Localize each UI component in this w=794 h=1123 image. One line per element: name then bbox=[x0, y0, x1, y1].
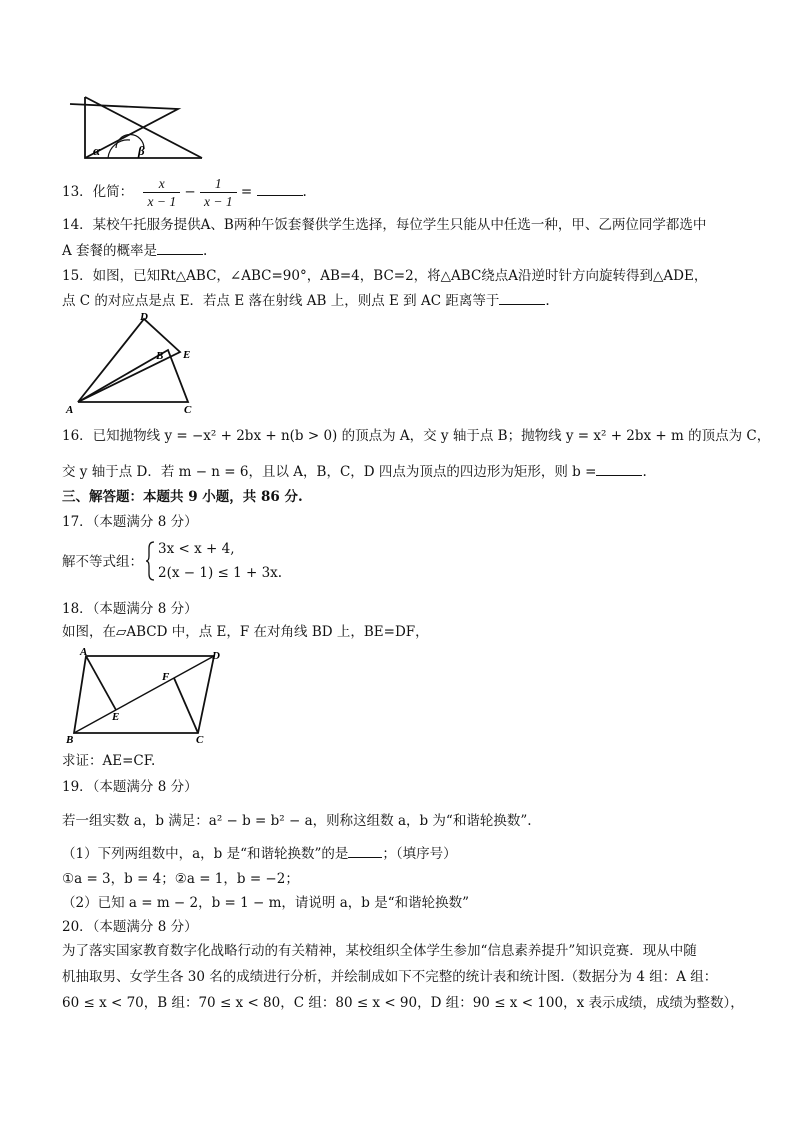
q15-line1: 15．如图，已知Rt△ABC，∠ABC=90°，AB=4，BC=2，将△ABC绕点A沿逆时针方向旋转得到△ADE， bbox=[62, 268, 708, 284]
q13-fraction-2: $\frac{1}{x - 1}$ bbox=[200, 175, 237, 210]
q16-line1: 16．已知抛物线 y = −x² + 2bx + n(b > 0) 的顶点为 A，交 y 轴于点 B；抛物线 y = x² + 2bx + m 的顶点为 C， bbox=[62, 428, 771, 444]
fig18-label-D: D bbox=[212, 650, 220, 662]
alpha-label: α bbox=[93, 143, 101, 158]
fig15-label-C: C bbox=[184, 404, 192, 416]
q16-line2: 交 y 轴于点 D．若 m − n = 6，且以 A，B，C，D 四点为顶点的四边形为矩形，则 b = . bbox=[62, 464, 647, 480]
fig18-label-B: B bbox=[66, 734, 74, 745]
q19-heading: 19．（本题满分 8 分） bbox=[62, 779, 198, 795]
q17-inequality-2: 2(x − 1) ≤ 1 + 3x. bbox=[158, 565, 283, 581]
fig18-label-F: F bbox=[162, 671, 170, 683]
question-13: 13．化简： $\frac{x}{x - 1}$ − $\frac{1}{x - 1}$ = . bbox=[62, 176, 307, 209]
q19-line1: 若一组实数 a，b 满足：a² − b = b² − a，则称这组数 a，b 为“和谐轮换数”. bbox=[62, 813, 532, 829]
fig18-label-E: E bbox=[112, 711, 120, 723]
q18-line1: 如图，在▱ABCD 中，点 E，F 在对角线 BD 上，BE=DF， bbox=[62, 624, 429, 640]
fig15-label-E: E bbox=[183, 349, 191, 361]
fig15-label-D: D bbox=[140, 311, 148, 323]
q17-heading: 17．（本题满分 8 分） bbox=[62, 514, 198, 530]
q20-line1: 为了落实国家教育数字化战略行动的有关精神，某校组织全体学生参加“信息素养提升”知识竞赛．现从中随 bbox=[62, 943, 697, 959]
q19-answer-blank bbox=[348, 845, 382, 858]
q17-brace bbox=[146, 540, 156, 582]
q15-line2: 点 C 的对应点是点 E．若点 E 落在射线 AB 上，则点 E 到 AC 距离等于 . bbox=[62, 293, 550, 309]
q13-answer-blank bbox=[257, 183, 303, 196]
section-3-heading: 三、解答题：本题共 9 小题，共 86 分. bbox=[62, 489, 303, 505]
q18-proof: 求证：AE=CF. bbox=[62, 753, 156, 769]
q19-options: ①a = 3，b = 4；②a = 1，b = −2； bbox=[62, 871, 299, 887]
rotation-triangle-figure bbox=[60, 310, 210, 418]
angle-figure bbox=[60, 92, 210, 162]
q14-line1: 14．某校午托服务提供A、B两种午饭套餐供学生选择，每位学生只能从中任选一种，甲、乙两位同学都选中 bbox=[62, 217, 707, 233]
q19-part2: （2）已知 a = m − 2，b = 1 − m，请说明 a，b 是“和谐轮换数” bbox=[62, 895, 470, 911]
q19-part1: （1）下列两组数中，a，b 是“和谐轮换数”的是 ；（填序号） bbox=[62, 846, 457, 862]
fig18-label-C: C bbox=[196, 734, 204, 745]
fig15-label-B: B bbox=[156, 350, 164, 362]
parallelogram-figure bbox=[62, 645, 232, 745]
fig15-label-A: A bbox=[66, 404, 74, 416]
q15-answer-blank bbox=[499, 292, 545, 305]
q18-heading: 18．（本题满分 8 分） bbox=[62, 601, 198, 617]
q14-line2: A 套餐的概率是 . bbox=[62, 243, 208, 259]
fig18-label-A: A bbox=[80, 646, 88, 658]
q20-line2: 机抽取男、女学生各 30 名的成绩进行分析，并绘制成如下不完整的统计表和统计图.（数据分为 4 组：A 组： bbox=[62, 969, 718, 985]
q13-fraction-1: $\frac{x}{x - 1}$ bbox=[143, 175, 180, 210]
beta-label: β bbox=[138, 143, 145, 158]
q16-answer-blank bbox=[596, 463, 642, 476]
q13-label: 13．化简： bbox=[62, 184, 134, 200]
q20-line3: 60 ≤ x < 70，B 组：70 ≤ x < 80，C 组：80 ≤ x < 90，D 组：90 ≤ x < 100，x 表示成绩，成绩为整数）， bbox=[62, 995, 744, 1011]
q14-answer-blank bbox=[157, 242, 203, 255]
q20-heading: 20．（本题满分 8 分） bbox=[62, 919, 198, 935]
q17-inequality-1: 3x < x + 4, bbox=[158, 541, 235, 557]
q17-lead: 解不等式组： bbox=[62, 554, 143, 570]
